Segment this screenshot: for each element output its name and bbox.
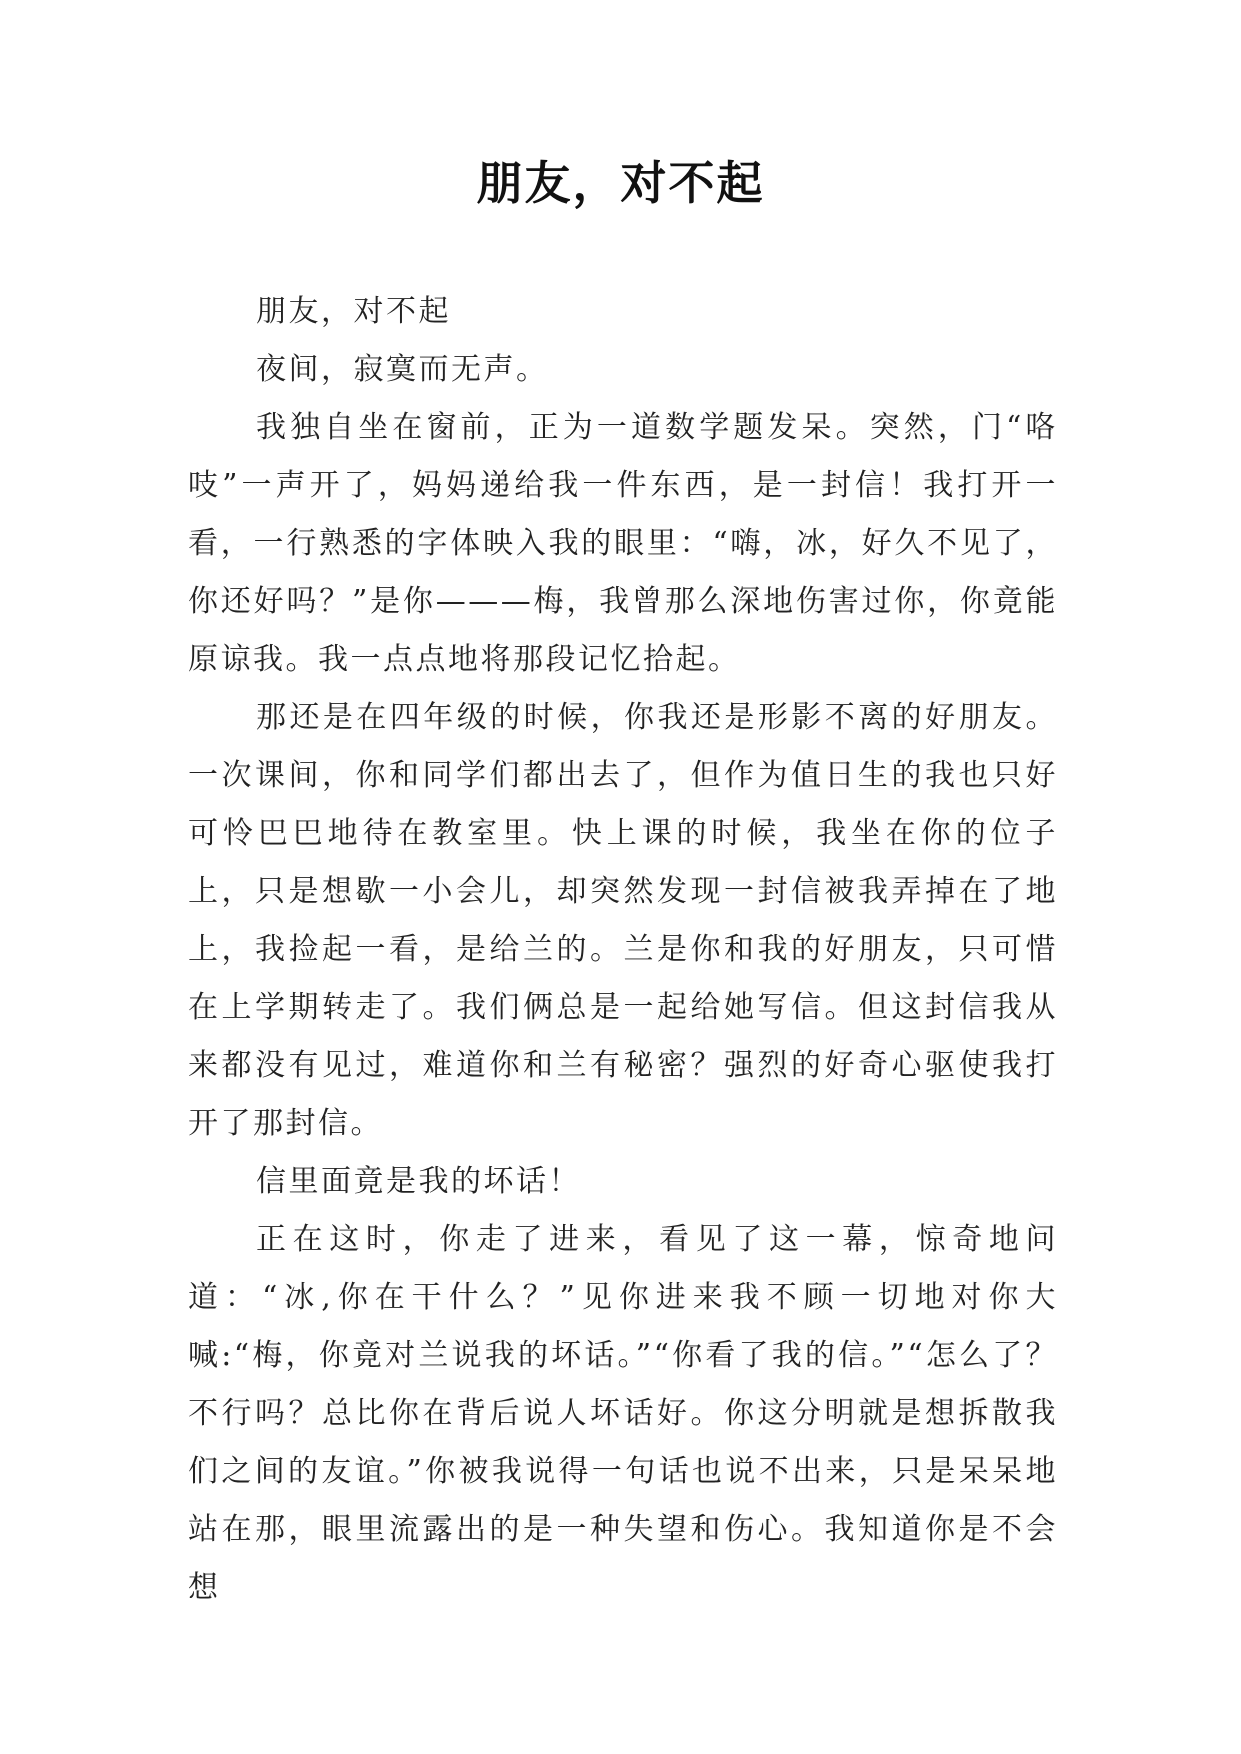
paragraph: 正在这时，你走了进来，看见了这一幕，惊奇地问道：“冰,你在干什么？”见你进来我不顾一切地对你大喊:“梅，你竟对兰说我的坏话。”“你看了我的信。”“怎么了？不行吗？总比你在背后说人坏话好。你这分明就是想拆散我们之间的友谊。”你被我说得一句话也说不出来，只是呆呆地站在那，眼里流露出的是一种失望和伤心。我知道你是不会想 bbox=[188, 1222, 1058, 1605]
paragraph: 夜间，寂寞而无声。 bbox=[256, 352, 549, 387]
document-body bbox=[188, 283, 1058, 1617]
paragraph: 那还是在四年级的时候，你我还是形影不离的好朋友。一次课间，你和同学们都出去了，但作为值日生的我也只好可怜巴巴地待在教室里。快上课的时候，我坐在你的位子上，只是想歇一小会儿，却突然发现一封信被我弄掉在了地上，我捡起一看，是给兰的。兰是你和我的好朋友，只可惜在上学期转走了。我们俩总是一起给她写信。但这封信我从来都没有见过，难道你和兰有秘密？强烈的好奇心驱使我打开了那封信。 bbox=[188, 700, 1058, 1141]
document-title: 朋友，对不起 bbox=[476, 156, 765, 210]
paragraph: 我独自坐在窗前，正为一道数学题发呆。突然，门“咯吱”一声开了，妈妈递给我一件东西，是一封信！我打开一看，一行熟悉的字体映入我的眼里：“嗨，冰，好久不见了，你还好吗？”是你———梅，我曾那么深地伤害过你，你竟能原谅我。我一点点地将那段记忆拾起。 bbox=[188, 410, 1058, 677]
paragraph: 朋友，对不起 bbox=[256, 294, 451, 329]
paragraph: 信里面竟是我的坏话！ bbox=[256, 1164, 581, 1199]
